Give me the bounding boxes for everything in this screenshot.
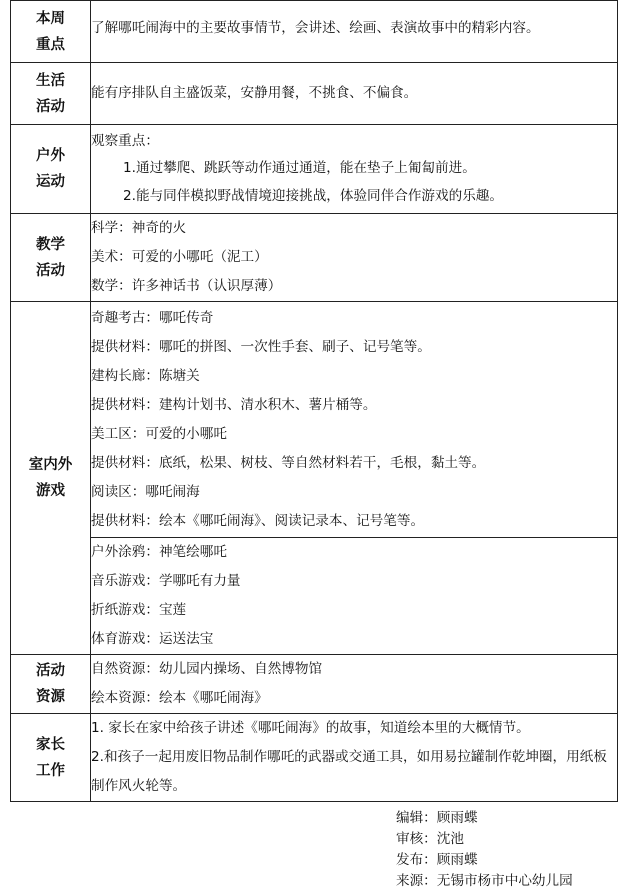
label-line: 游戏 — [36, 483, 65, 499]
indoor-game-line: 建构长廊：陈塘关 — [91, 367, 200, 384]
label-line: 家长 — [36, 736, 65, 753]
outdoor-game-line: 体育游戏：运送法宝 — [91, 631, 214, 647]
weekly-plan-table — [10, 0, 618, 802]
content-outdoor-games — [91, 538, 618, 655]
row-outdoor-sports — [11, 125, 618, 214]
row-teaching-activity — [11, 214, 618, 302]
content-teaching-activity — [91, 214, 618, 302]
teaching-item: 科学：神奇的火 — [91, 220, 187, 236]
content-parent-work — [91, 714, 618, 802]
label-line: 室内外 — [28, 457, 73, 473]
row-parent-work — [11, 714, 618, 802]
label-line: 重点 — [36, 36, 65, 53]
resource-item: 绘本资源：绘本《哪吒闹海》 — [91, 690, 268, 706]
publisher-credit: 发布：顾雨蝶 — [396, 852, 478, 868]
focus-text: 了解哪吒闹海中的主要故事情节，会讲述、绘画、表演故事中的精彩内容。 — [91, 20, 540, 36]
content-outdoor-sports — [91, 125, 618, 214]
label-line: 户外 — [36, 148, 65, 164]
content-weekly-focus — [91, 1, 618, 63]
outdoor-game-line: 音乐游戏：学哪吒有力量 — [91, 573, 241, 589]
life-text: 能有序排队自主盛饭菜，安静用餐，不挑食、不偏食。 — [91, 85, 418, 101]
editor-credit: 编辑：顾雨蝶 — [396, 810, 478, 826]
row-activity-resources — [11, 655, 618, 714]
label-line: 活动 — [36, 98, 65, 115]
label-games — [11, 302, 91, 655]
label-line: 生活 — [36, 72, 65, 89]
label-activity-resources — [11, 655, 91, 714]
label-line: 活动 — [36, 663, 65, 679]
content-activity-resources — [91, 655, 618, 714]
row-games-indoor — [11, 302, 618, 538]
indoor-game-line: 提供材料：哪吒的拼图、一次性手套、刷子、记号笔等。 — [91, 338, 431, 355]
indoor-game-line: 提供材料：底纸，松果、树枝、等自然材料若干，毛根，黏土等。 — [91, 454, 486, 471]
label-parent-work — [11, 714, 91, 802]
label-line: 教学 — [36, 236, 65, 253]
indoor-game-line: 提供材料：绘本《哪吒闹海》、阅读记录本、记号笔等。 — [91, 512, 425, 529]
parent-work-item: 2.和孩子一起用废旧物品制作哪吒的武器或交通工具，如用易拉罐制作乾坤圈，用纸板制作风火轮等。 — [91, 749, 607, 794]
indoor-game-line: 提供材料：建构计划书、清水积木、薯片桶等。 — [91, 396, 377, 413]
label-line: 资源 — [36, 689, 65, 705]
indoor-game-line: 奇趣考古：哪吒传奇 — [91, 309, 214, 326]
source-credit: 来源：无锡市杨市中心幼儿园 — [396, 873, 573, 889]
reviewer-credit: 审核：沈池 — [396, 831, 464, 847]
label-line: 活动 — [36, 262, 65, 279]
publication-credits — [396, 808, 573, 892]
label-line: 工作 — [36, 762, 65, 779]
label-weekly-focus — [11, 1, 91, 63]
row-life-activity — [11, 63, 618, 125]
teaching-item: 美术：可爱的小哪吒（泥工） — [91, 249, 268, 265]
parent-work-item: 1. 家长在家中给孩子讲述《哪吒闹海》的故事，知道绘本里的大概情节。 — [91, 720, 530, 736]
label-outdoor-sports — [11, 125, 91, 214]
content-life-activity — [91, 63, 618, 125]
content-indoor-games — [91, 302, 618, 538]
label-line: 本周 — [36, 10, 65, 27]
outdoor-game-line: 折纸游戏：宝莲 — [91, 602, 187, 618]
label-line: 运动 — [36, 174, 65, 190]
label-teaching-activity — [11, 214, 91, 302]
observation-heading: 观察重点： — [91, 132, 159, 149]
indoor-game-line: 美工区：可爱的小哪吒 — [91, 425, 227, 442]
row-games-outdoor — [11, 538, 618, 655]
label-life-activity — [11, 63, 91, 125]
row-weekly-focus — [11, 1, 618, 63]
observation-point: 1.通过攀爬、跳跃等动作通过通道，能在垫子上匍匐前进。 — [123, 160, 476, 177]
indoor-game-line: 阅读区：哪吒闹海 — [91, 483, 200, 500]
teaching-item: 数学：许多神话书（认识厚薄） — [91, 278, 282, 294]
resource-item: 自然资源：幼儿园内操场、自然博物馆 — [91, 661, 323, 677]
observation-point: 2.能与同伴模拟野战情境迎接挑战，体验同伴合作游戏的乐趣。 — [123, 187, 503, 204]
outdoor-game-line: 户外涂鸦：神笔绘哪吒 — [91, 544, 227, 560]
